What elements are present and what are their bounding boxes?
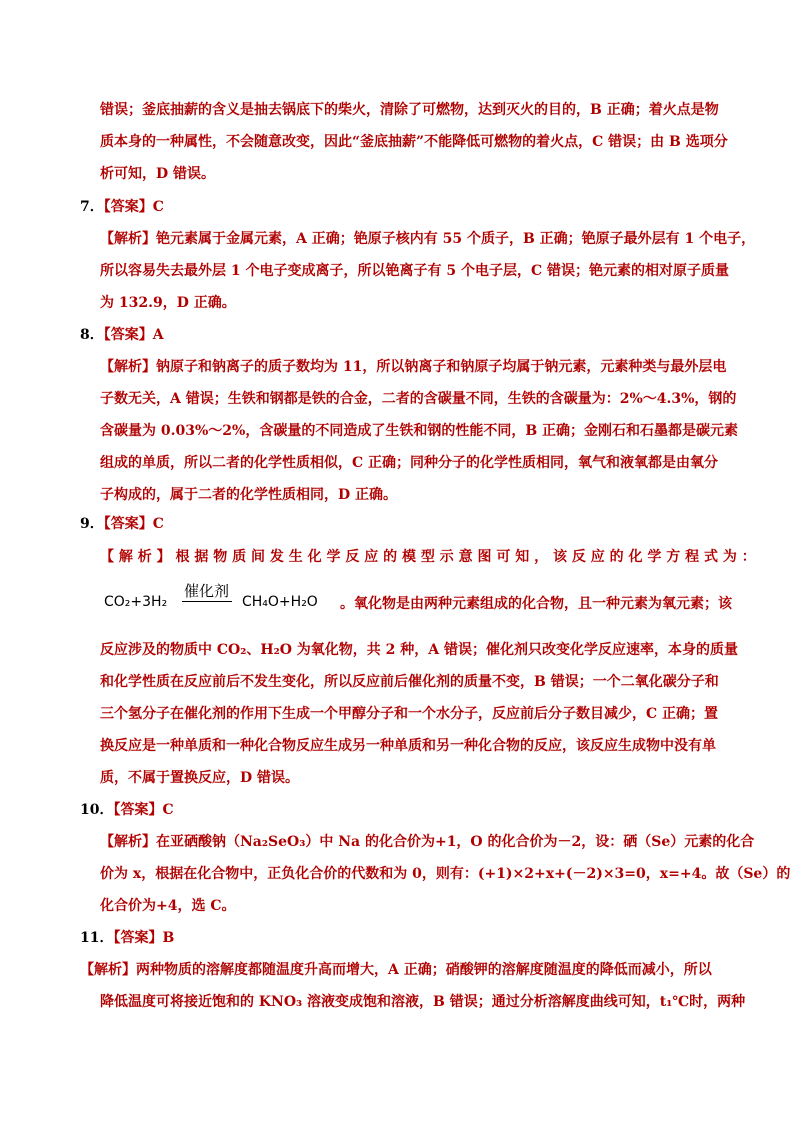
q8-analysis-line-5: 子构成的，属于二者的化学性质相同，D 正确。: [100, 487, 398, 503]
q9-answer-value: C: [152, 516, 164, 532]
q7-analysis-line-1: 【解析】铯元素属于金属元素，A 正确；铯原子核内有 55 个质子，B 正确；铯原子最外层有 1 个电子，: [100, 231, 756, 247]
equation-products: CH₄O+H₂O: [242, 594, 318, 610]
q9-analysis-line-6: 换反应是一种单质和一种化合物反应生成另一种单质和另一种化合物的反应，该反应生成物中没有单: [100, 738, 716, 754]
equation-reactants: CO₂+3H₂: [104, 594, 168, 610]
q10-number: 10．: [80, 802, 114, 818]
q8-analysis-line-2: 子数无关，A 错误；生铁和钢都是铁的合金，二者的含碳量不同，生铁的含碳量为：2%～4.3%，钢的: [100, 391, 737, 407]
q10-analysis-line-3: 化合价为+4，选 C。: [100, 898, 236, 914]
q9-number: 9．: [80, 516, 104, 532]
q7-answer-value: C: [152, 199, 164, 215]
q7-analysis-line-2: 所以容易失去最外层 1 个电子变成离子，所以铯离子有 5 个电子层，C 错误；铯元素的相对原子质量: [100, 263, 729, 279]
q10-answer-line: [80, 800, 174, 820]
q8-answer-value: A: [152, 327, 164, 343]
q6-analysis-line-2: 质本身的一种属性，不会随意改变，因此“釜底抽薪”不能降低可燃物的着火点，C 错误；由 B 选项分: [100, 134, 728, 150]
q6-analysis-line-3: 析可知，D 错误。: [100, 166, 216, 182]
q11-answer-line: [80, 928, 174, 948]
q8-answer-line: [80, 325, 164, 345]
q9-answer-line: [80, 514, 164, 534]
q8-analysis-line-1: 【解析】钠原子和钠离子的质子数均为 11，所以钠离子和钠原子均属于钠元素，元素种类与最外层电: [100, 359, 727, 375]
q8-answer-tag: 【答案】: [103, 327, 153, 343]
q9-analysis-line-7: 质，不属于置换反应，D 错误。: [100, 770, 300, 786]
q9-analysis-line-2: 。氧化物是由两种元素组成的化合物，且一种元素为氧元素；该: [340, 596, 732, 612]
q7-answer-tag: 【答案】: [103, 199, 153, 215]
q6-analysis-line-1: 错误；釜底抽薪的含义是抽去锅底下的柴火，清除了可燃物，达到灭火的目的，B 正确；着火点是物: [100, 102, 719, 118]
q9-answer-tag: 【答案】: [103, 516, 153, 532]
q7-answer-line: [80, 197, 164, 217]
q9-analysis-line-5: 三个氢分子在催化剂的作用下生成一个甲醇分子和一个水分子，反应前后分子数目减少，C 正确；置: [100, 706, 719, 722]
q10-answer-tag: 【答案】: [113, 802, 163, 818]
q10-analysis-line-2: 价为 x，根据在化合物中，正负化合价的代数和为 0，则有：(+1)×2+x+(－2)×3=0，x=+4。故（Se）的: [100, 866, 791, 882]
q8-analysis-line-4: 组成的单质，所以二者的化学性质相似，C 正确；同种分子的化学性质相同，氧气和液氧都是由氧分: [100, 455, 719, 471]
q9-analysis-line-4: 和化学性质在反应前后不发生变化，所以反应前后催化剂的质量不变，B 错误；一个二氧化碳分子和: [100, 674, 719, 690]
q11-answer-tag: 【答案】: [113, 930, 163, 946]
reaction-arrow: [182, 601, 232, 602]
q10-analysis-line-1: 【解析】在亚硒酸钠（Na₂SeO₃）中 Na 的化合价为+1，O 的化合价为－2，设：硒（Se）元素的化合: [100, 834, 755, 850]
q11-analysis-line-2: 降低温度可将接近饱和的 KNO₃ 溶液变成饱和溶液，B 错误；通过分析溶解度曲线可知，t₁℃时，两种: [100, 994, 746, 1010]
chemical-equation: [104, 582, 334, 622]
catalyst-label: 催化剂: [184, 582, 230, 600]
q9-analysis-line-1: 【 解 析 】 根 据 物 质 间 发 生 化 学 反 应 的 模 型 示 意 图 可 知 ， 该 反 应 的 化 学 方 程 式 为 ：: [100, 549, 756, 565]
q7-analysis-line-3: 为 132.9，D 正确。: [100, 295, 236, 311]
q11-answer-value: B: [162, 930, 175, 946]
q7-number: 7．: [80, 199, 104, 215]
q11-analysis-line-1: 【解析】两种物质的溶解度都随温度升高而增大，A 正确；硝酸钾的溶解度随温度的降低而减小，所以: [80, 962, 712, 978]
q8-number: 8．: [80, 327, 104, 343]
q9-analysis-line-3: 反应涉及的物质中 CO₂、H₂O 为氧化物，共 2 种，A 错误；催化剂只改变化学反应速率，本身的质量: [100, 642, 738, 658]
q10-answer-value: C: [162, 802, 174, 818]
q8-analysis-line-3: 含碳量为 0.03%～2%，含碳量的不同造成了生铁和钢的性能不同，B 正确；金刚石和石墨都是碳元素: [100, 423, 739, 439]
q11-number: 11．: [80, 930, 114, 946]
